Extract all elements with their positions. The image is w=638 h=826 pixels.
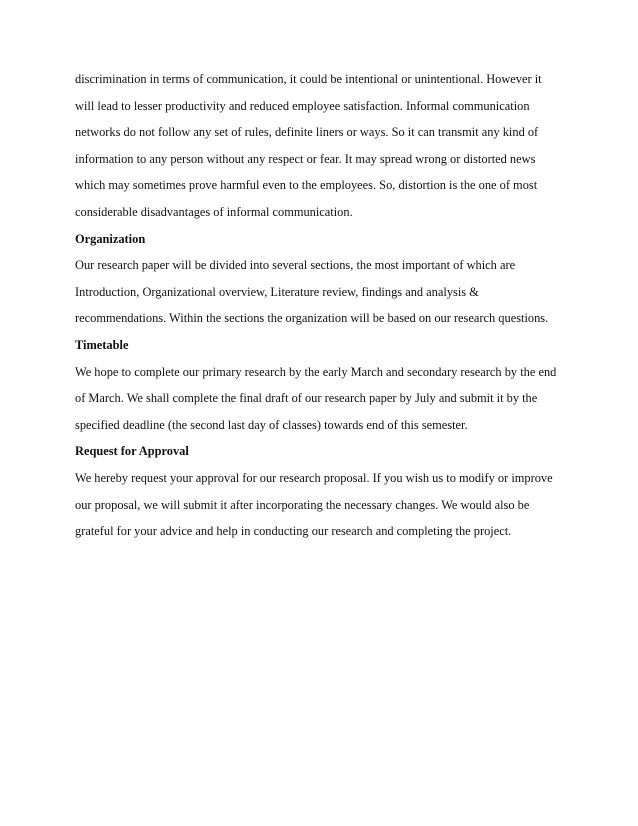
heading-timetable: Timetable — [75, 337, 129, 352]
heading-request-for-approval: Request for Approval — [75, 444, 189, 459]
text-line: of March. We shall complete the final draft of our research paper by July and submit it by the — [75, 391, 538, 406]
text-line: information to any person without any respect or fear. It may spread wrong or distorted news — [75, 151, 536, 166]
text-line: recommendations. Within the sections the organization will be based on our research questions. — [75, 311, 549, 326]
paragraph-timetable — [75, 359, 575, 439]
document-body — [75, 66, 575, 545]
text-line: will lead to lesser productivity and reduced employee satisfaction. Informal communication — [75, 98, 530, 113]
text-line: grateful for your advice and help in conducting our research and completing the project. — [75, 524, 512, 539]
text-line: Our research paper will be divided into several sections, the most important of which are — [75, 258, 516, 273]
text-line: considerable disadvantages of informal communication. — [75, 204, 353, 219]
paragraph-organization — [75, 252, 575, 332]
paragraph-request-for-approval — [75, 465, 575, 545]
text-line: which may sometimes prove harmful even to the employees. So, distortion is the one of most — [75, 178, 538, 193]
text-line: We hereby request your approval for our research proposal. If you wish us to modify or improve — [75, 470, 553, 485]
heading-organization: Organization — [75, 231, 146, 246]
text-line: networks do not follow any set of rules, definite liners or ways. So it can transmit any kind of — [75, 125, 539, 140]
text-line: Introduction, Organizational overview, Literature review, findings and analysis & — [75, 284, 479, 299]
text-line: specified deadline (the second last day of classes) towards end of this semester. — [75, 417, 468, 432]
paragraph-informal-communication — [75, 66, 575, 226]
text-line: discrimination in terms of communication, it could be intentional or unintentional. However it — [75, 72, 542, 86]
text-line: our proposal, we will submit it after incorporating the necessary changes. We would also be — [75, 497, 530, 512]
text-line: We hope to complete our primary research by the early March and secondary research by the end — [75, 364, 557, 379]
